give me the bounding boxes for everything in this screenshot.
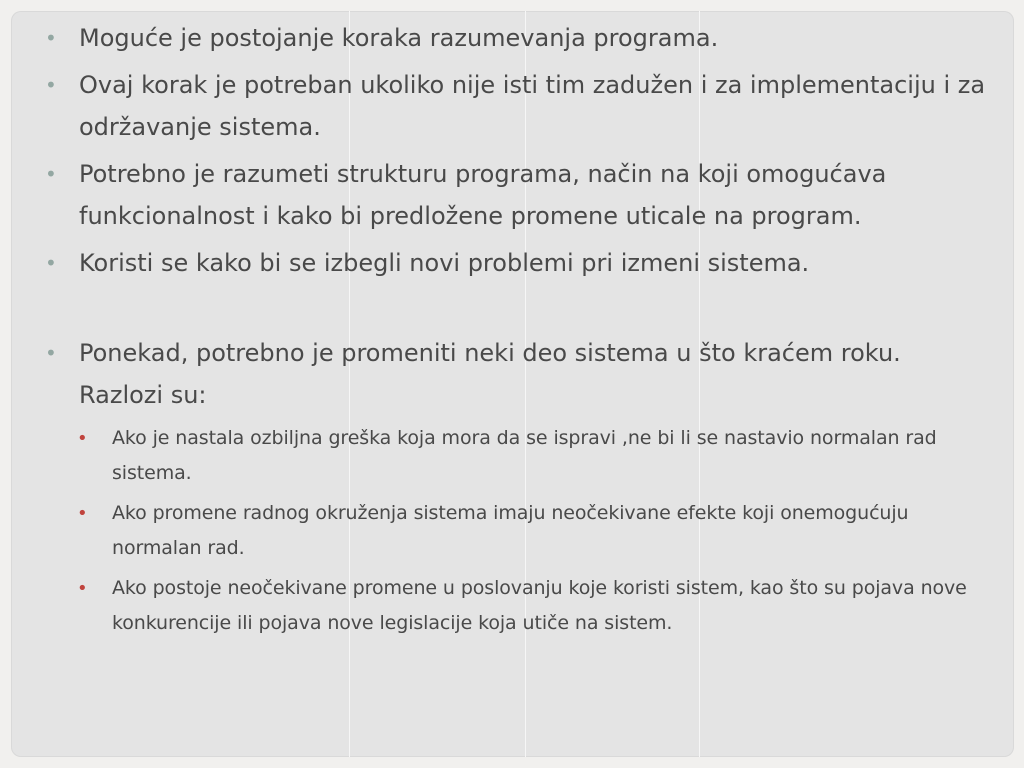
bullet-icon: • bbox=[45, 251, 57, 275]
spacer bbox=[11, 289, 1014, 332]
bullet-text: Moguće je postojanje koraka razumevanja programa. bbox=[79, 24, 719, 52]
bullet-icon: • bbox=[45, 26, 57, 50]
bullet-item bbox=[11, 242, 1014, 284]
bullet-icon: • bbox=[45, 341, 57, 365]
sub-bullet-text: Ako je nastala ozbiljna greška koja mora da se ispravi ,ne bi li se nastavio normalan rad sistema. bbox=[112, 427, 937, 484]
bullet-text: Ovaj korak je potreban ukoliko nije isti tim zadužen i za implementaciju i za održavanje sistema. bbox=[79, 71, 986, 141]
bullet-item bbox=[11, 64, 1014, 148]
sub-bullet-item bbox=[11, 496, 1014, 566]
bullet-icon: • bbox=[45, 162, 57, 186]
bullet-text: Koristi se kako bi se izbegli novi problemi pri izmeni sistema. bbox=[79, 249, 810, 277]
content-panel bbox=[11, 11, 1014, 757]
bullet-item bbox=[11, 17, 1014, 59]
sub-bullet-icon: • bbox=[77, 503, 88, 524]
bullet-icon: • bbox=[45, 73, 57, 97]
sub-bullet-item bbox=[11, 571, 1014, 641]
sub-bullet-text: Ako postoje neočekivane promene u poslovanju koje koristi sistem, kao što su pojava nove konkurencije ili pojava nove legislacije koja utiče na sistem. bbox=[112, 577, 967, 634]
bullet-text: Potrebno je razumeti strukturu programa, način na koji omogućava funkcionalnost i kako bi predložene promene uticale na program. bbox=[79, 160, 887, 230]
sub-bullet-icon: • bbox=[77, 428, 88, 449]
sub-bullet-text: Ako promene radnog okruženja sistema imaju neočekivane efekte koji onemogućuju normalan rad. bbox=[112, 502, 909, 559]
sub-bullet-icon: • bbox=[77, 578, 88, 599]
bullet-list bbox=[11, 17, 1014, 646]
bullet-text: Ponekad, potrebno je promeniti neki deo sistema u što kraćem roku. Razlozi su: bbox=[79, 339, 901, 409]
bullet-item bbox=[11, 332, 1014, 416]
bullet-item bbox=[11, 153, 1014, 237]
sub-bullet-item bbox=[11, 421, 1014, 491]
